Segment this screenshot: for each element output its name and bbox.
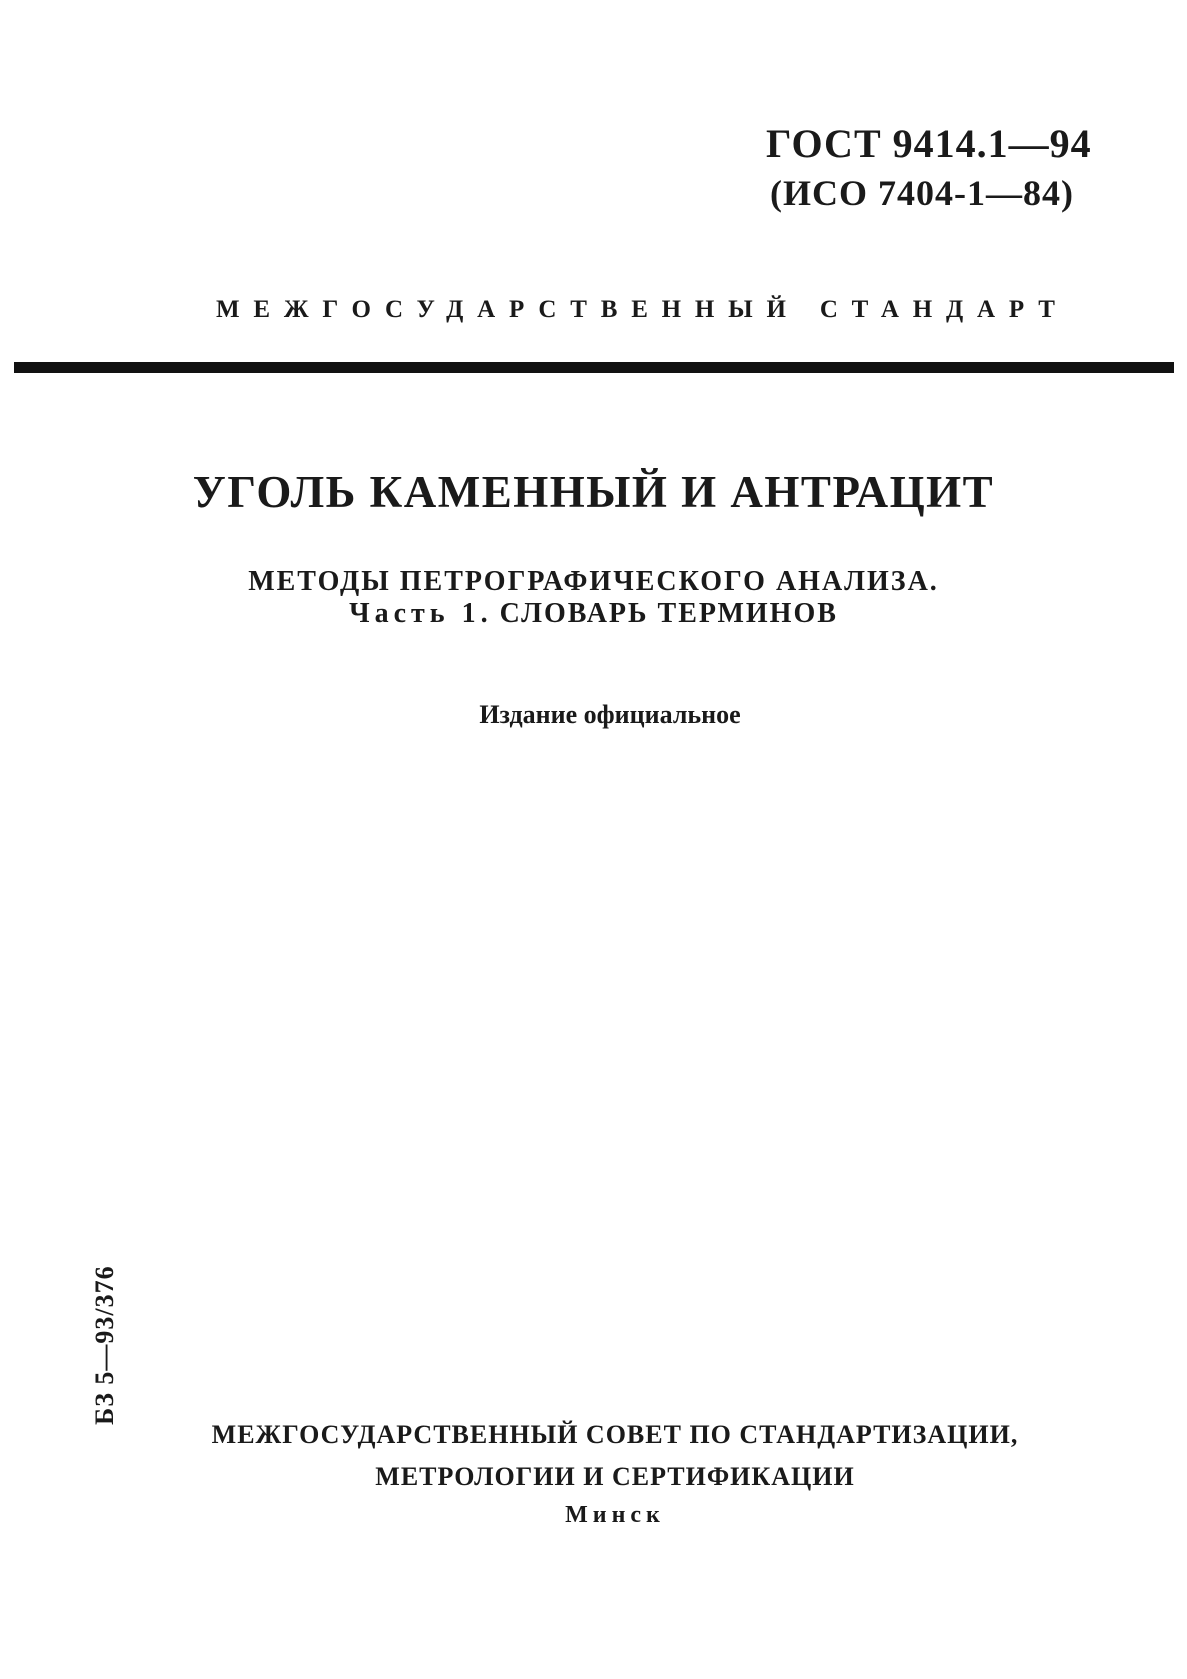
part-heading xyxy=(0,598,1187,630)
part-title: СЛОВАРЬ ТЕРМИНОВ xyxy=(499,598,838,629)
part-label: Часть 1. xyxy=(349,598,493,629)
iso-number: (ИСО 7404-1—84) xyxy=(770,173,1074,213)
publisher-line-2: МЕТРОЛОГИИ И СЕРТИФИКАЦИИ xyxy=(375,1462,855,1491)
gost-number: ГОСТ 9414.1—94 xyxy=(766,121,1092,166)
publisher-line-1: МЕЖГОСУДАРСТВЕННЫЙ СОВЕТ ПО СТАНДАРТИЗАЦИИ, xyxy=(211,1420,1019,1449)
publisher-city: Минск xyxy=(565,1502,665,1528)
side-catalog-code: БЗ 5—93/376 xyxy=(90,1265,119,1425)
document-subtitle: МЕТОДЫ ПЕТРОГРАФИЧЕСКОГО АНАЛИЗА. xyxy=(248,566,939,597)
edition-label: Издание официальное xyxy=(479,700,741,729)
document-title: УГОЛЬ КАМЕННЫЙ И АНТРАЦИТ xyxy=(192,467,995,517)
header-divider xyxy=(14,362,1174,373)
standard-type-heading: МЕЖГОСУДАРСТВЕННЫЙ СТАНДАРТ xyxy=(216,296,1069,323)
